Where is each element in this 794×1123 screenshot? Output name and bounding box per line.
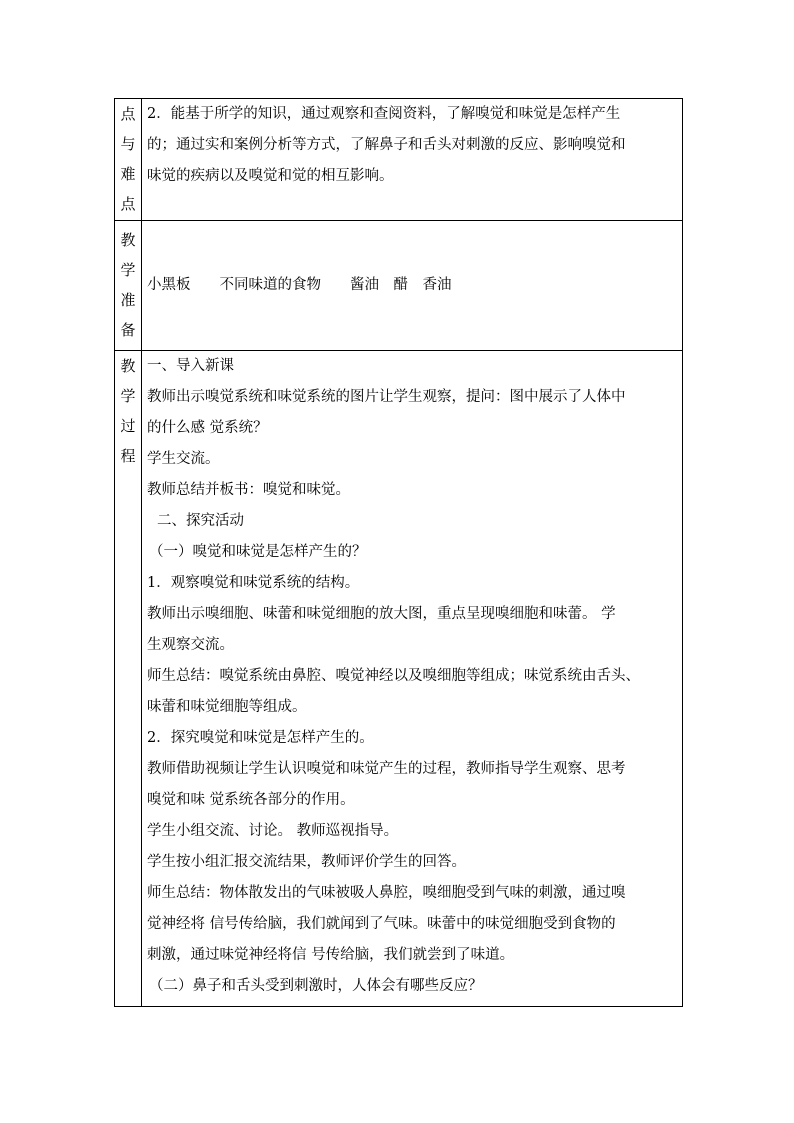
row-label-focus: [115, 99, 142, 221]
label-char: 难: [120, 165, 136, 183]
text-line: 味觉的疾病以及嗅觉和觉的相互影响。: [147, 168, 394, 184]
prep-content: [142, 221, 683, 351]
text-line: 教师总结并板书：嗅觉和味觉。: [147, 482, 350, 498]
text-line: 学生小组交流、讨论。 教师巡视指导。: [147, 823, 399, 839]
text-line: 小黑板 不同味道的食物 酱油 醋 香油: [147, 277, 452, 293]
text-line: 师生总结：嗅觉系统由鼻腔、嗅觉神经以及嗅细胞等组成；味觉系统由舌头、: [147, 668, 640, 684]
table-row: [115, 221, 683, 351]
label-char: 学: [120, 387, 136, 405]
text-line: 学生按小组汇报交流结果，教师评价学生的回答。: [147, 854, 466, 870]
table-row: [115, 99, 683, 221]
text-line: 嗅觉和味 觉系统各部分的作用。: [147, 792, 355, 808]
text-line: 2．探究嗅觉和味觉是怎样产生的。: [147, 730, 374, 746]
label-char: 学: [120, 261, 136, 279]
table-row: [115, 351, 683, 1007]
text-line: 教师出示嗅细胞、味蕾和味觉细胞的放大图，重点呈现嗅细胞和味蕾。 学: [147, 606, 616, 622]
row-label-process: [115, 351, 142, 1007]
text-line: 2．能基于所学的知识，通过观察和查阅资料，了解嗅觉和味觉是怎样产生: [147, 106, 621, 122]
label-char: 与: [120, 135, 136, 153]
text-line: 的什么感 觉系统？: [147, 420, 268, 436]
label-char: 程: [120, 447, 136, 465]
label-char: 准: [120, 291, 136, 309]
label-char: 教: [120, 231, 136, 249]
text-line: 刺激，通过味觉神经将信 号传给脑，我们就尝到了味道。: [147, 947, 515, 963]
text-line: 教师出示嗅觉系统和味觉系统的图片让学生观察，提问：图中展示了人体中: [147, 389, 626, 405]
lesson-plan-table: [114, 98, 683, 1007]
process-content: [142, 351, 683, 1007]
text-line: 1．观察嗅觉和味觉系统的结构。: [147, 575, 360, 591]
subsection-heading: （一）嗅觉和味觉是怎样产生的？: [149, 544, 367, 560]
label-char: 点: [120, 105, 136, 123]
text-line: 生观察交流。: [147, 637, 234, 653]
label-char: 点: [120, 195, 136, 213]
text-line: 觉神经将 信号传给脑，我们就闻到了气味。味蕾中的味觉细胞受到食物的: [147, 916, 616, 932]
text-line: 的；通过实和案例分析等方式，了解鼻子和舌头对刺激的反应、影响嗅觉和: [147, 137, 626, 153]
focus-content: [142, 99, 683, 221]
text-line: 一、导入新课: [147, 358, 234, 374]
row-label-prep: [115, 221, 142, 351]
text-line: 教师借助视频让学生认识嗅觉和味觉产生的过程，教师指导学生观察、思考: [147, 761, 626, 777]
label-char: 过: [120, 417, 136, 435]
text-line: 味蕾和味觉细胞等组成。: [147, 699, 307, 715]
label-char: 教: [120, 357, 136, 375]
section-heading: 二、探究活动: [157, 513, 244, 529]
text-line: 师生总结：物体散发出的气味被吸人鼻腔，嗅细胞受到气味的刺激，通过嗅: [147, 885, 626, 901]
subsection-heading: （二）鼻子和舌头受到刺激时，人体会有哪些反应？: [149, 978, 483, 994]
text-line: 学生交流。: [147, 451, 220, 467]
label-char: 备: [120, 321, 136, 339]
